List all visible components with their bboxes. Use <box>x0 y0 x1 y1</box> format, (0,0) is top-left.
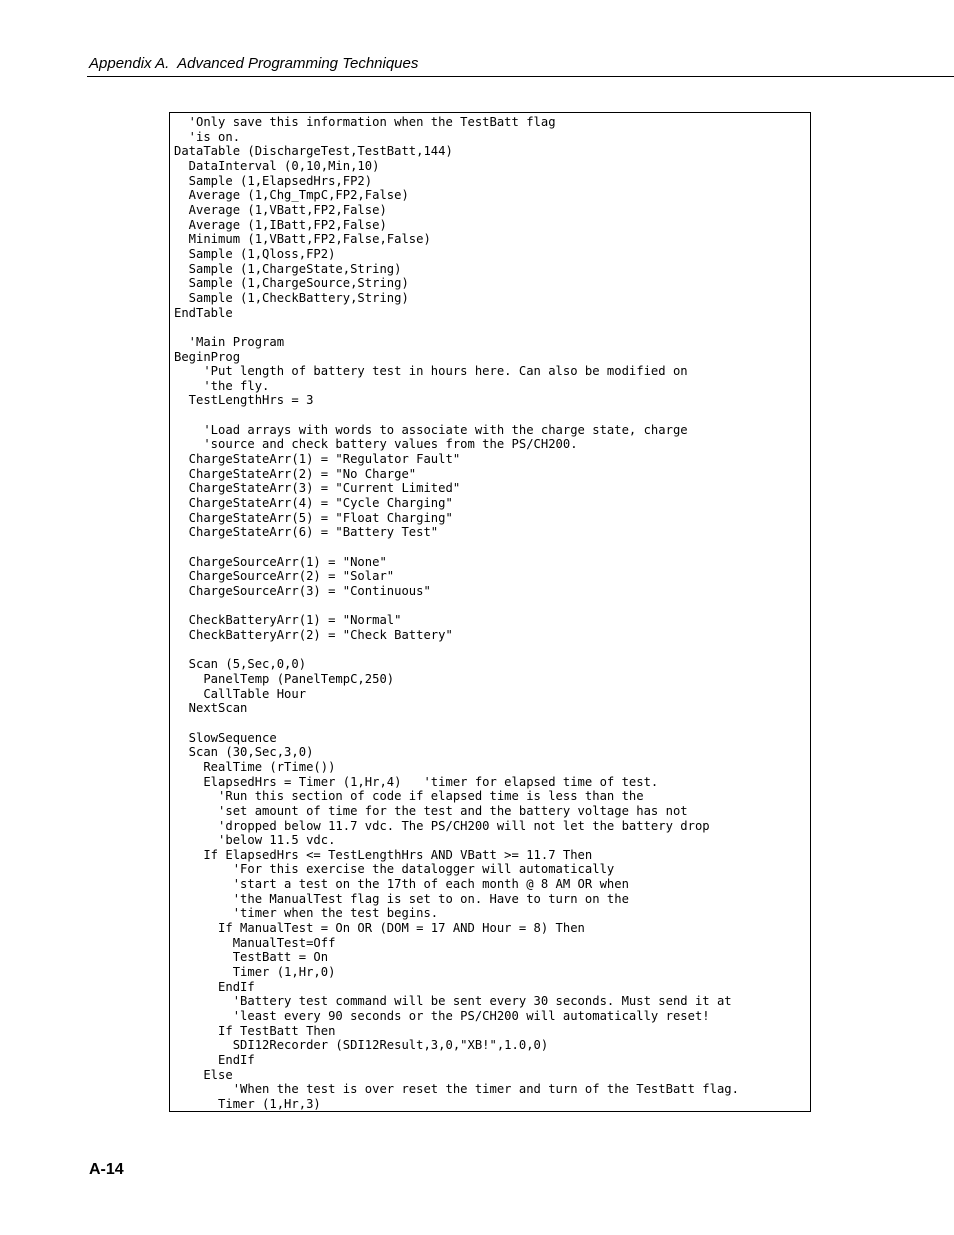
code-line: ManualTest=Off <box>174 935 336 950</box>
code-line: If ManualTest = On OR (DOM = 17 AND Hour = 8) Then <box>174 921 585 936</box>
code-line: CheckBatteryArr(2) = "Check Battery" <box>174 627 453 642</box>
code-line: 'least every 90 seconds or the PS/CH200 will automatically reset! <box>174 1009 710 1024</box>
page-number: A-14 <box>89 1161 124 1178</box>
code-line: ChargeStateArr(4) = "Cycle Charging" <box>174 496 453 511</box>
code-line: PanelTemp (PanelTempC,250) <box>174 671 395 686</box>
header-rule <box>87 76 954 77</box>
code-line: NextScan <box>174 701 248 716</box>
code-line: DataTable (DischargeTest,TestBatt,144) <box>174 144 453 159</box>
code-line: 'For this exercise the datalogger will automatically <box>174 862 615 877</box>
code-line: Scan (5,Sec,0,0) <box>174 657 307 672</box>
code-line: Sample (1,Qloss,FP2) <box>174 246 336 261</box>
code-line <box>174 716 810 731</box>
code-line: If ElapsedHrs <= TestLengthHrs AND VBatt >= 11.7 Then <box>174 847 593 862</box>
code-line: Scan (30,Sec,3,0) <box>174 745 314 760</box>
code-line: SDI12Recorder (SDI12Result,3,0,"XB!",1.0,0) <box>174 1038 549 1053</box>
code-line <box>174 408 810 423</box>
code-line: 'timer when the test begins. <box>174 906 439 921</box>
code-line <box>174 643 810 658</box>
code-line: 'set amount of time for the test and the battery voltage has not <box>174 803 688 818</box>
code-line: Sample (1,CheckBattery,String) <box>174 290 409 305</box>
code-line: 'Main Program <box>174 334 285 349</box>
code-line: Else <box>174 1067 233 1082</box>
code-line: ChargeStateArr(2) = "No Charge" <box>174 466 417 481</box>
code-line: 'Only save this information when the TestBatt flag <box>174 115 556 129</box>
code-line: ChargeStateArr(1) = "Regulator Fault" <box>174 452 461 467</box>
code-line: EndTable <box>174 305 233 320</box>
code-listing-box <box>169 112 811 1112</box>
code-line: 'When the test is over reset the timer and turn of the TestBatt flag. <box>174 1082 739 1097</box>
code-line: DataInterval (0,10,Min,10) <box>174 158 380 173</box>
code-line: Sample (1,ChargeState,String) <box>174 261 402 276</box>
code-line <box>174 320 810 335</box>
code-line: 'below 11.5 vdc. <box>174 833 336 848</box>
code-line: ChargeStateArr(5) = "Float Charging" <box>174 510 453 525</box>
code-line: 'Put length of battery test in hours here. Can also be modified on <box>174 364 688 379</box>
code-line: CallTable Hour <box>174 686 307 701</box>
code-line: BeginProg <box>174 349 241 364</box>
code-line: EndIf <box>174 979 255 994</box>
code-line: 'dropped below 11.7 vdc. The PS/CH200 will not let the battery drop <box>174 818 710 833</box>
code-line: ChargeStateArr(3) = "Current Limited" <box>174 481 461 496</box>
code-line: Average (1,Chg_TmpC,FP2,False) <box>174 188 409 203</box>
code-line: EndIf <box>174 1053 255 1067</box>
code-line: ElapsedHrs = Timer (1,Hr,4) 'timer for elapsed time of test. <box>174 774 659 789</box>
code-listing <box>170 113 810 1112</box>
code-line: If TestBatt Then <box>174 1023 336 1038</box>
code-line <box>174 599 810 614</box>
code-line: Timer (1,Hr,0) <box>174 965 336 980</box>
code-line: Average (1,VBatt,FP2,False) <box>174 202 387 217</box>
code-line: Sample (1,ChargeSource,String) <box>174 276 409 291</box>
code-line: Sample (1,ElapsedHrs,FP2) <box>174 173 373 188</box>
code-line: SlowSequence <box>174 730 277 745</box>
code-line: 'Battery test command will be sent every 30 seconds. Must send it at <box>174 994 732 1009</box>
code-line: 'Run this section of code if elapsed time is less than the <box>174 789 644 804</box>
code-line: ChargeSourceArr(1) = "None" <box>174 554 387 569</box>
code-line: Minimum (1,VBatt,FP2,False,False) <box>174 232 431 247</box>
code-line: RealTime (rTime()) <box>174 759 336 774</box>
code-line: TestLengthHrs = 3 <box>174 393 314 408</box>
code-line: 'Load arrays with words to associate with the charge state, charge <box>174 422 688 437</box>
code-line: 'the ManualTest flag is set to on. Have to turn on the <box>174 891 629 906</box>
code-line: ChargeStateArr(6) = "Battery Test" <box>174 525 439 540</box>
code-line: TestBatt = On <box>174 950 329 965</box>
code-line: Average (1,IBatt,FP2,False) <box>174 217 387 232</box>
running-header: Appendix A. Advanced Programming Techniques <box>89 55 419 72</box>
code-line <box>174 540 810 555</box>
code-line: 'is on. <box>174 129 241 144</box>
code-line: ChargeSourceArr(2) = "Solar" <box>174 569 395 584</box>
code-line: Timer (1,Hr,3) <box>174 1096 321 1111</box>
code-line: 'source and check battery values from the PS/CH200. <box>174 437 578 452</box>
code-line: ChargeSourceArr(3) = "Continuous" <box>174 584 431 598</box>
code-line: CheckBatteryArr(1) = "Normal" <box>174 613 402 628</box>
code-line: 'start a test on the 17th of each month @ 8 AM OR when <box>174 877 629 892</box>
code-line: 'the fly. <box>174 378 270 393</box>
